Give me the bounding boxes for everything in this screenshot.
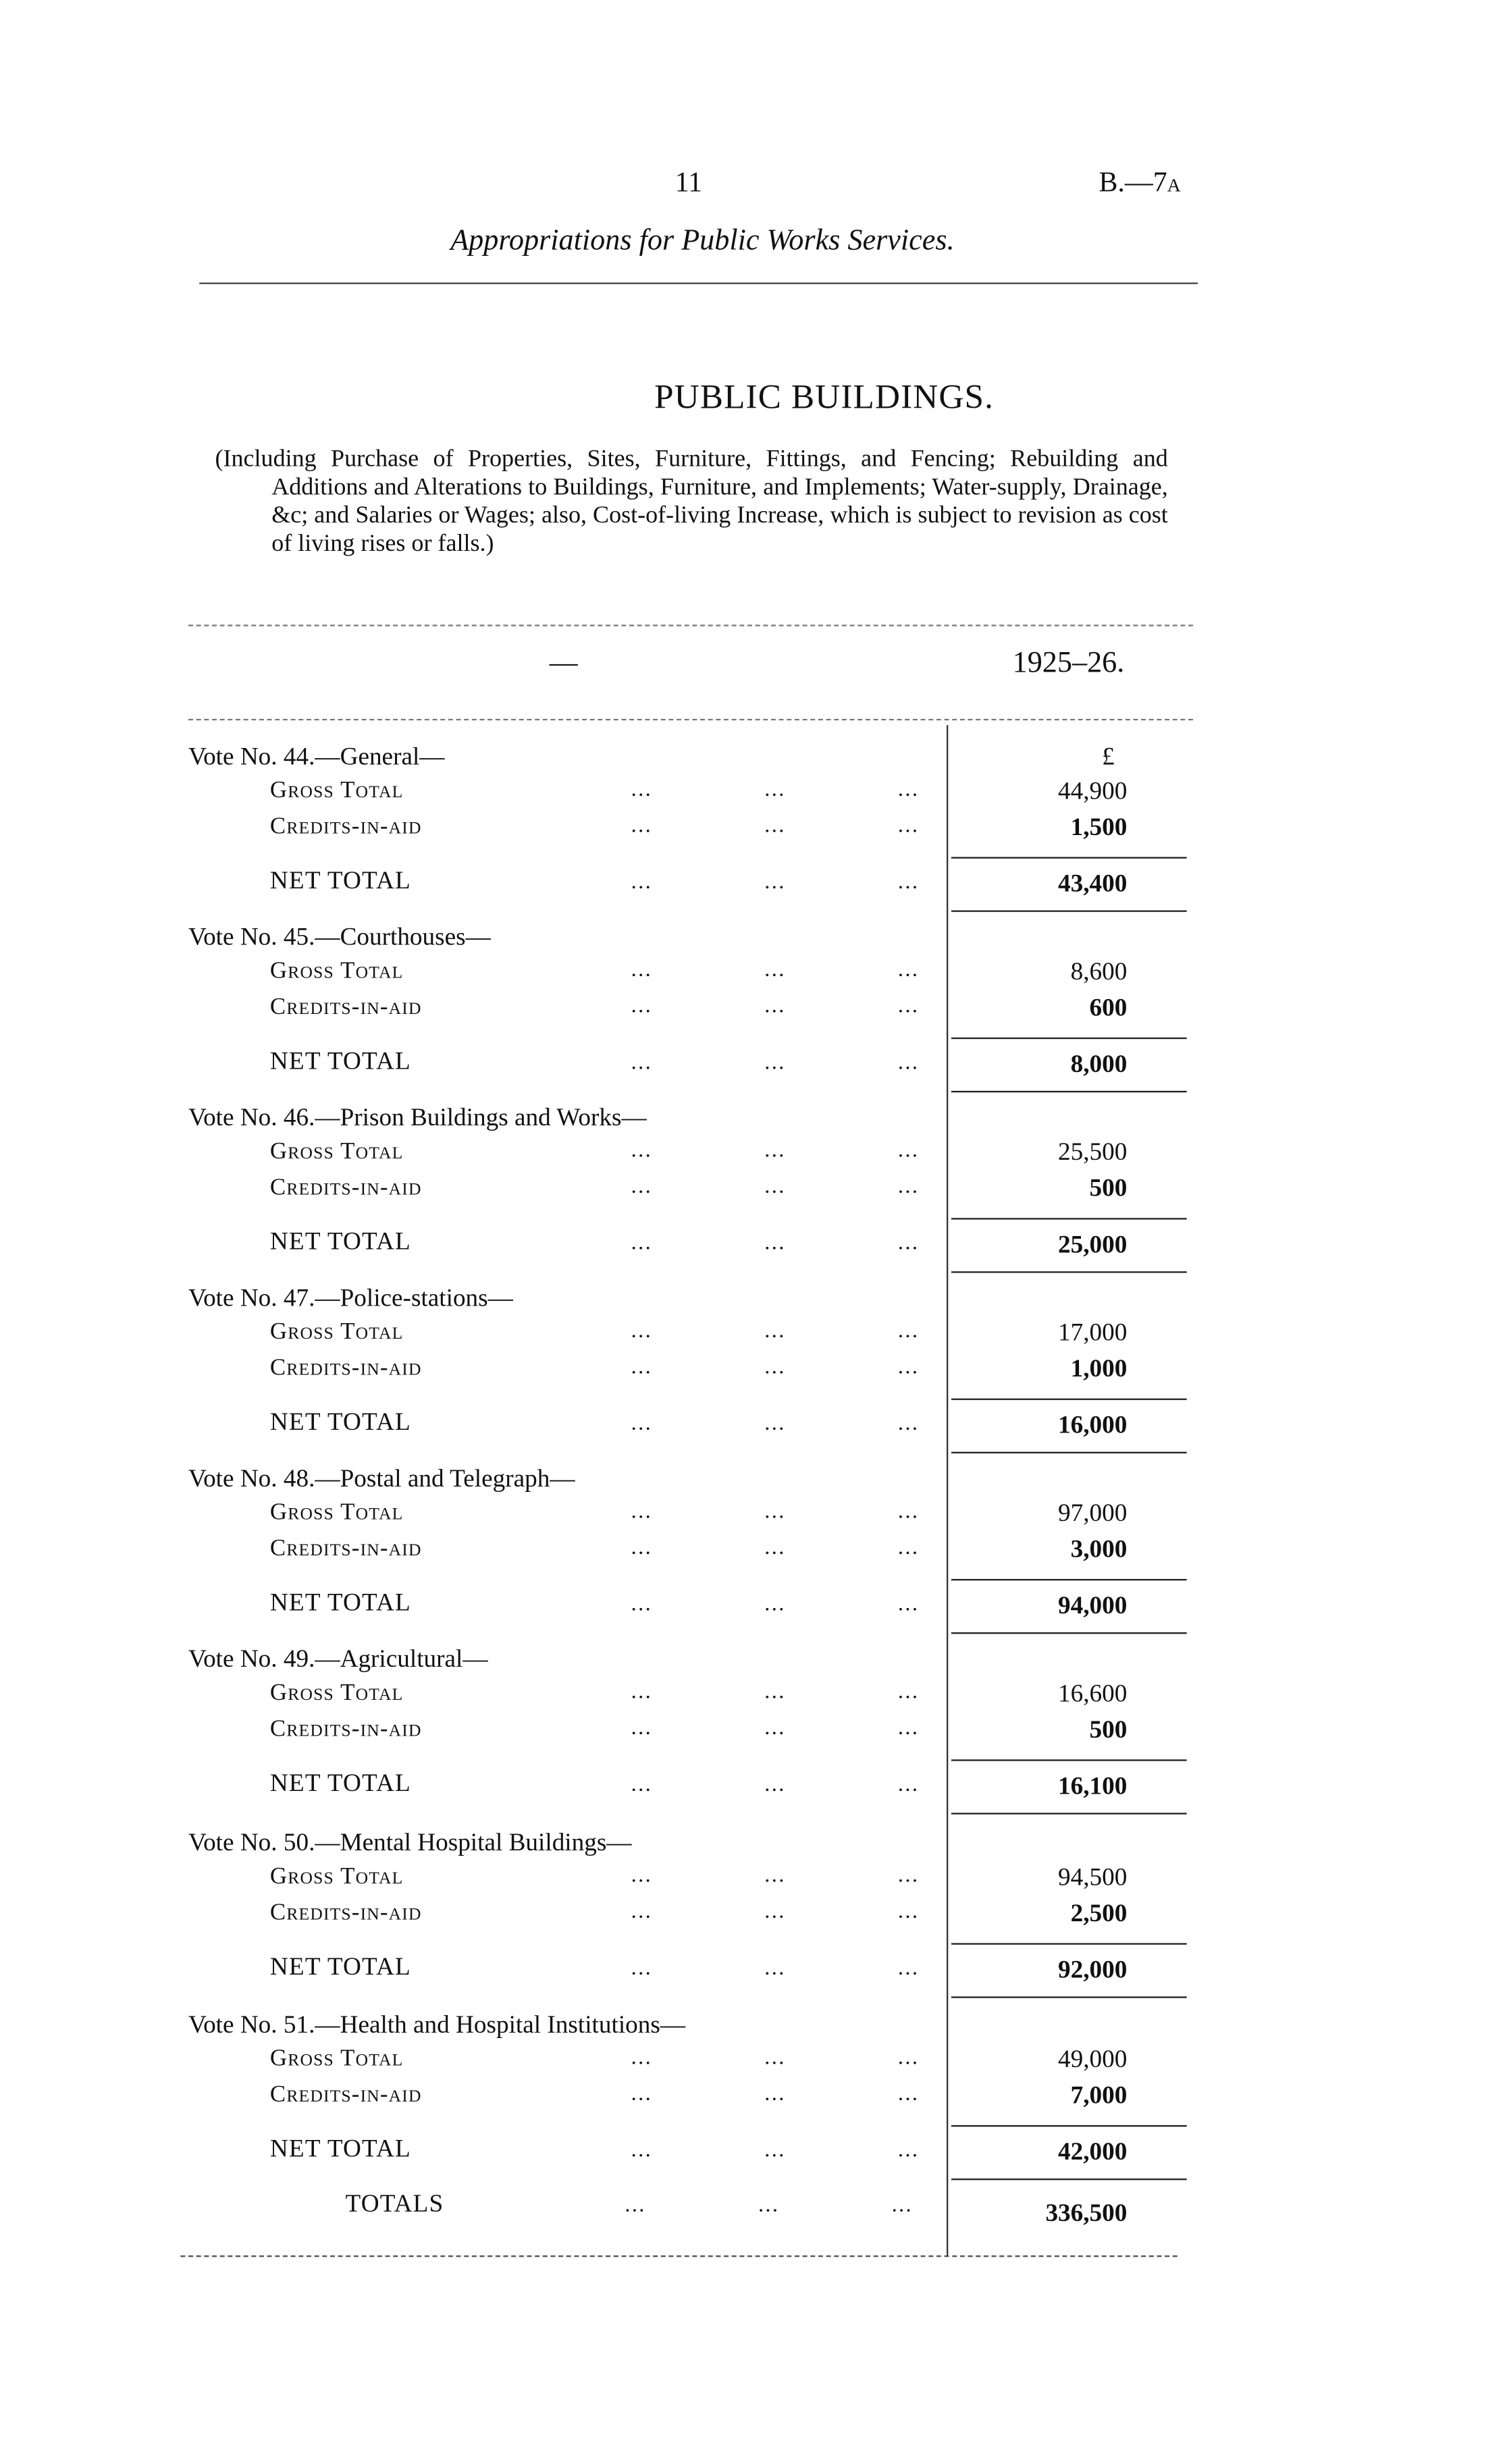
leader-dots: ... bbox=[631, 995, 653, 1019]
gross-label: Gross Total bbox=[269, 1139, 404, 1165]
leader-dots: ... bbox=[631, 1356, 653, 1380]
leader-dots: ... bbox=[764, 1865, 786, 1888]
vote-title: Vote No. 47.—Police-stations— bbox=[188, 1285, 513, 1312]
vote-block bbox=[188, 1829, 1193, 2025]
leader-dots: ... bbox=[631, 2139, 653, 2163]
leader-dots: ... bbox=[631, 1681, 653, 1705]
leader-dots: ... bbox=[764, 1175, 786, 1200]
leader-dots: ... bbox=[897, 959, 920, 983]
leader-dots: ... bbox=[897, 1717, 920, 1741]
leader-dots: ... bbox=[631, 1536, 653, 1561]
section-description bbox=[215, 446, 1168, 558]
vote-block bbox=[188, 1646, 1193, 1841]
vote-block bbox=[188, 2012, 1193, 2207]
leader-dots: ... bbox=[764, 2139, 786, 2163]
gross-label: Gross Total bbox=[269, 1500, 404, 1526]
leader-dots: ... bbox=[758, 2194, 780, 2218]
leader-dots: ... bbox=[631, 1051, 653, 1075]
ref-main: B.—7 bbox=[1099, 166, 1167, 198]
gross-value: 49,000 bbox=[1058, 2046, 1128, 2074]
credits-value: 7,000 bbox=[1070, 2083, 1128, 2110]
leader-dots: ... bbox=[897, 871, 920, 895]
leader-dots: ... bbox=[631, 1865, 653, 1888]
leader-dots: ... bbox=[897, 2046, 920, 2070]
gross-label: Gross Total bbox=[269, 959, 404, 984]
divider bbox=[188, 624, 1193, 626]
leader-dots: ... bbox=[764, 1051, 786, 1075]
vote-title: Vote No. 44.—General— bbox=[188, 744, 445, 771]
vote-title: Vote No. 50.—Mental Hospital Buildings— bbox=[188, 1829, 632, 1857]
leader-dots: ... bbox=[631, 1957, 653, 1981]
leader-dots: ... bbox=[897, 1175, 920, 1200]
net-value: 16,000 bbox=[1058, 1412, 1128, 1440]
gross-value: 17,000 bbox=[1058, 1320, 1128, 1347]
leader-dots: ... bbox=[897, 1592, 920, 1617]
column-header-left: — bbox=[549, 646, 578, 678]
leader-dots: ... bbox=[764, 1320, 786, 1344]
leader-dots: ... bbox=[764, 1500, 786, 1524]
leader-dots: ... bbox=[764, 1139, 786, 1163]
vote-block bbox=[188, 1466, 1193, 1660]
leader-dots: ... bbox=[897, 1681, 920, 1705]
leader-dots: ... bbox=[897, 1412, 920, 1437]
leader-dots: ... bbox=[764, 1356, 786, 1380]
totals-label: TOTALS bbox=[345, 2191, 444, 2218]
totals-value: 336,500 bbox=[1045, 2200, 1128, 2228]
leader-dots: ... bbox=[897, 995, 920, 1019]
credits-label: Credits-in-aid bbox=[269, 814, 422, 840]
leader-dots: ... bbox=[897, 1320, 920, 1344]
vote-title: Vote No. 49.—Agricultural— bbox=[188, 1646, 488, 1673]
leader-dots: ... bbox=[891, 2194, 913, 2218]
leader-dots: ... bbox=[631, 1500, 653, 1524]
gross-label: Gross Total bbox=[269, 1865, 404, 1890]
net-label: NET TOTAL bbox=[269, 1229, 411, 1256]
sum-rule bbox=[951, 1399, 1187, 1400]
credits-value: 1,000 bbox=[1070, 1356, 1128, 1383]
credits-label: Credits-in-aid bbox=[269, 1175, 422, 1201]
gross-value: 25,500 bbox=[1058, 1139, 1128, 1167]
gross-label: Gross Total bbox=[269, 778, 404, 804]
gross-label: Gross Total bbox=[269, 1320, 404, 1345]
leader-dots: ... bbox=[897, 1957, 920, 1981]
leader-dots: ... bbox=[764, 814, 786, 838]
credits-value: 500 bbox=[1089, 1175, 1128, 1202]
leader-dots: ... bbox=[897, 1139, 920, 1163]
vote-title: Vote No. 46.—Prison Buildings and Works— bbox=[188, 1104, 647, 1132]
credits-value: 2,500 bbox=[1070, 1900, 1128, 1928]
leader-dots: ... bbox=[897, 2139, 920, 2163]
leader-dots: ... bbox=[764, 2046, 786, 2070]
sum-rule bbox=[951, 1632, 1187, 1634]
leader-dots: ... bbox=[764, 778, 786, 803]
leader-dots: ... bbox=[764, 1232, 786, 1256]
credits-label: Credits-in-aid bbox=[269, 1717, 422, 1742]
leader-dots: ... bbox=[631, 1139, 653, 1163]
sum-rule bbox=[951, 2178, 1187, 2180]
net-value: 42,000 bbox=[1058, 2139, 1128, 2166]
leader-dots: ... bbox=[897, 1051, 920, 1075]
net-label: NET TOTAL bbox=[269, 1409, 411, 1437]
net-label: NET TOTAL bbox=[269, 1590, 411, 1617]
leader-dots: ... bbox=[631, 1900, 653, 1925]
leader-dots: ... bbox=[631, 778, 653, 803]
leader-dots: ... bbox=[897, 1865, 920, 1888]
leader-dots: ... bbox=[764, 2083, 786, 2107]
leader-dots: ... bbox=[764, 1536, 786, 1561]
net-value: 92,000 bbox=[1058, 1957, 1128, 1984]
leader-dots: ... bbox=[764, 1900, 786, 1925]
sum-rule bbox=[951, 2125, 1187, 2126]
leader-dots: ... bbox=[631, 814, 653, 838]
leader-dots: ... bbox=[764, 1412, 786, 1437]
leader-dots: ... bbox=[897, 1900, 920, 1925]
currency-symbol: £ bbox=[1102, 744, 1115, 771]
credits-label: Credits-in-aid bbox=[269, 1900, 422, 1926]
section-title: PUBLIC BUILDINGS. bbox=[654, 377, 995, 417]
column-header-year: 1925–26. bbox=[1012, 646, 1125, 680]
leader-dots: ... bbox=[631, 2046, 653, 2070]
sum-rule bbox=[951, 1271, 1187, 1273]
vote-title: Vote No. 45.—Courthouses— bbox=[188, 924, 491, 951]
leader-dots: ... bbox=[764, 1592, 786, 1617]
credits-value: 3,000 bbox=[1070, 1536, 1128, 1563]
leader-dots: ... bbox=[897, 2083, 920, 2107]
gross-value: 16,600 bbox=[1058, 1681, 1128, 1708]
leader-dots: ... bbox=[764, 1717, 786, 1741]
leader-dots: ... bbox=[631, 1320, 653, 1344]
leader-dots: ... bbox=[631, 871, 653, 895]
gross-label: Gross Total bbox=[269, 2046, 404, 2072]
sum-rule bbox=[951, 911, 1187, 912]
credits-label: Credits-in-aid bbox=[269, 1356, 422, 1381]
ref-suffix: A bbox=[1167, 174, 1181, 196]
page-number: 11 bbox=[675, 166, 703, 198]
gross-value: 44,900 bbox=[1058, 778, 1128, 805]
leader-dots: ... bbox=[897, 1500, 920, 1524]
credits-value: 1,500 bbox=[1070, 814, 1128, 842]
leader-dots: ... bbox=[631, 959, 653, 983]
vote-block bbox=[188, 744, 1193, 938]
sum-rule bbox=[951, 1452, 1187, 1453]
net-value: 8,000 bbox=[1070, 1051, 1128, 1079]
net-label: NET TOTAL bbox=[269, 2136, 411, 2163]
sum-rule bbox=[951, 1218, 1187, 1219]
sum-rule bbox=[951, 1943, 1187, 1944]
totals-row bbox=[188, 2191, 1193, 2374]
sum-rule bbox=[951, 1996, 1187, 1998]
sum-rule bbox=[951, 1759, 1187, 1761]
net-label: NET TOTAL bbox=[269, 1954, 411, 1981]
vote-title: Vote No. 48.—Postal and Telegraph— bbox=[188, 1466, 575, 1493]
leader-dots: ... bbox=[631, 1175, 653, 1200]
leader-dots: ... bbox=[764, 959, 786, 983]
credits-value: 600 bbox=[1089, 995, 1128, 1022]
leader-dots: ... bbox=[631, 1232, 653, 1256]
net-value: 25,000 bbox=[1058, 1232, 1128, 1259]
leader-dots: ... bbox=[897, 778, 920, 803]
net-label: NET TOTAL bbox=[269, 1048, 411, 1075]
gross-label: Gross Total bbox=[269, 1681, 404, 1707]
page-subtitle: Appropriations for Public Works Services. bbox=[450, 224, 955, 258]
leader-dots: ... bbox=[897, 1232, 920, 1256]
leader-dots: ... bbox=[764, 871, 786, 895]
leader-dots: ... bbox=[897, 814, 920, 838]
sum-rule bbox=[951, 857, 1187, 858]
vote-block bbox=[188, 1285, 1193, 1480]
leader-dots: ... bbox=[631, 1592, 653, 1617]
sum-rule bbox=[951, 1579, 1187, 1580]
leader-dots: ... bbox=[631, 1717, 653, 1741]
net-value: 94,000 bbox=[1058, 1592, 1128, 1620]
vote-block bbox=[188, 1104, 1193, 1300]
sum-rule bbox=[951, 1091, 1187, 1092]
net-value: 43,400 bbox=[1058, 871, 1128, 898]
leader-dots: ... bbox=[764, 1773, 786, 1798]
leader-dots: ... bbox=[631, 1773, 653, 1798]
net-label: NET TOTAL bbox=[269, 1770, 411, 1798]
leader-dots: ... bbox=[631, 2083, 653, 2107]
document-reference bbox=[1099, 166, 1181, 199]
leader-dots: ... bbox=[897, 1536, 920, 1561]
credits-label: Credits-in-aid bbox=[269, 1536, 422, 1562]
credits-value: 500 bbox=[1089, 1717, 1128, 1744]
net-label: NET TOTAL bbox=[269, 867, 411, 895]
net-value: 16,100 bbox=[1058, 1773, 1128, 1800]
description-text: (Including Purchase of Properties, Sites, Furniture, Fittings, and Fencing; Rebuilding and Additions and Alterations to Buildings, Furniture, and Implements; Water-supply, Drainage, &c; and Salaries or Wages; also, Cost-of-living Increase, which is subject to revision as cost of living rises or falls.) bbox=[215, 446, 1168, 558]
gross-value: 8,600 bbox=[1070, 959, 1128, 986]
gross-value: 97,000 bbox=[1058, 1500, 1128, 1528]
leader-dots: ... bbox=[764, 1957, 786, 1981]
leader-dots: ... bbox=[897, 1356, 920, 1380]
vote-title: Vote No. 51.—Health and Hospital Institutions— bbox=[188, 2012, 686, 2039]
leader-dots: ... bbox=[897, 1773, 920, 1798]
divider bbox=[180, 2255, 1177, 2257]
leader-dots: ... bbox=[625, 2194, 646, 2218]
credits-label: Credits-in-aid bbox=[269, 995, 422, 1021]
vote-block bbox=[188, 924, 1193, 1119]
gross-value: 94,500 bbox=[1058, 1865, 1128, 1892]
sum-rule bbox=[951, 1038, 1187, 1039]
divider bbox=[199, 283, 1198, 284]
leader-dots: ... bbox=[764, 995, 786, 1019]
divider bbox=[188, 719, 1193, 720]
leader-dots: ... bbox=[631, 1412, 653, 1437]
sum-rule bbox=[951, 1813, 1187, 1814]
credits-label: Credits-in-aid bbox=[269, 2083, 422, 2108]
leader-dots: ... bbox=[764, 1681, 786, 1705]
